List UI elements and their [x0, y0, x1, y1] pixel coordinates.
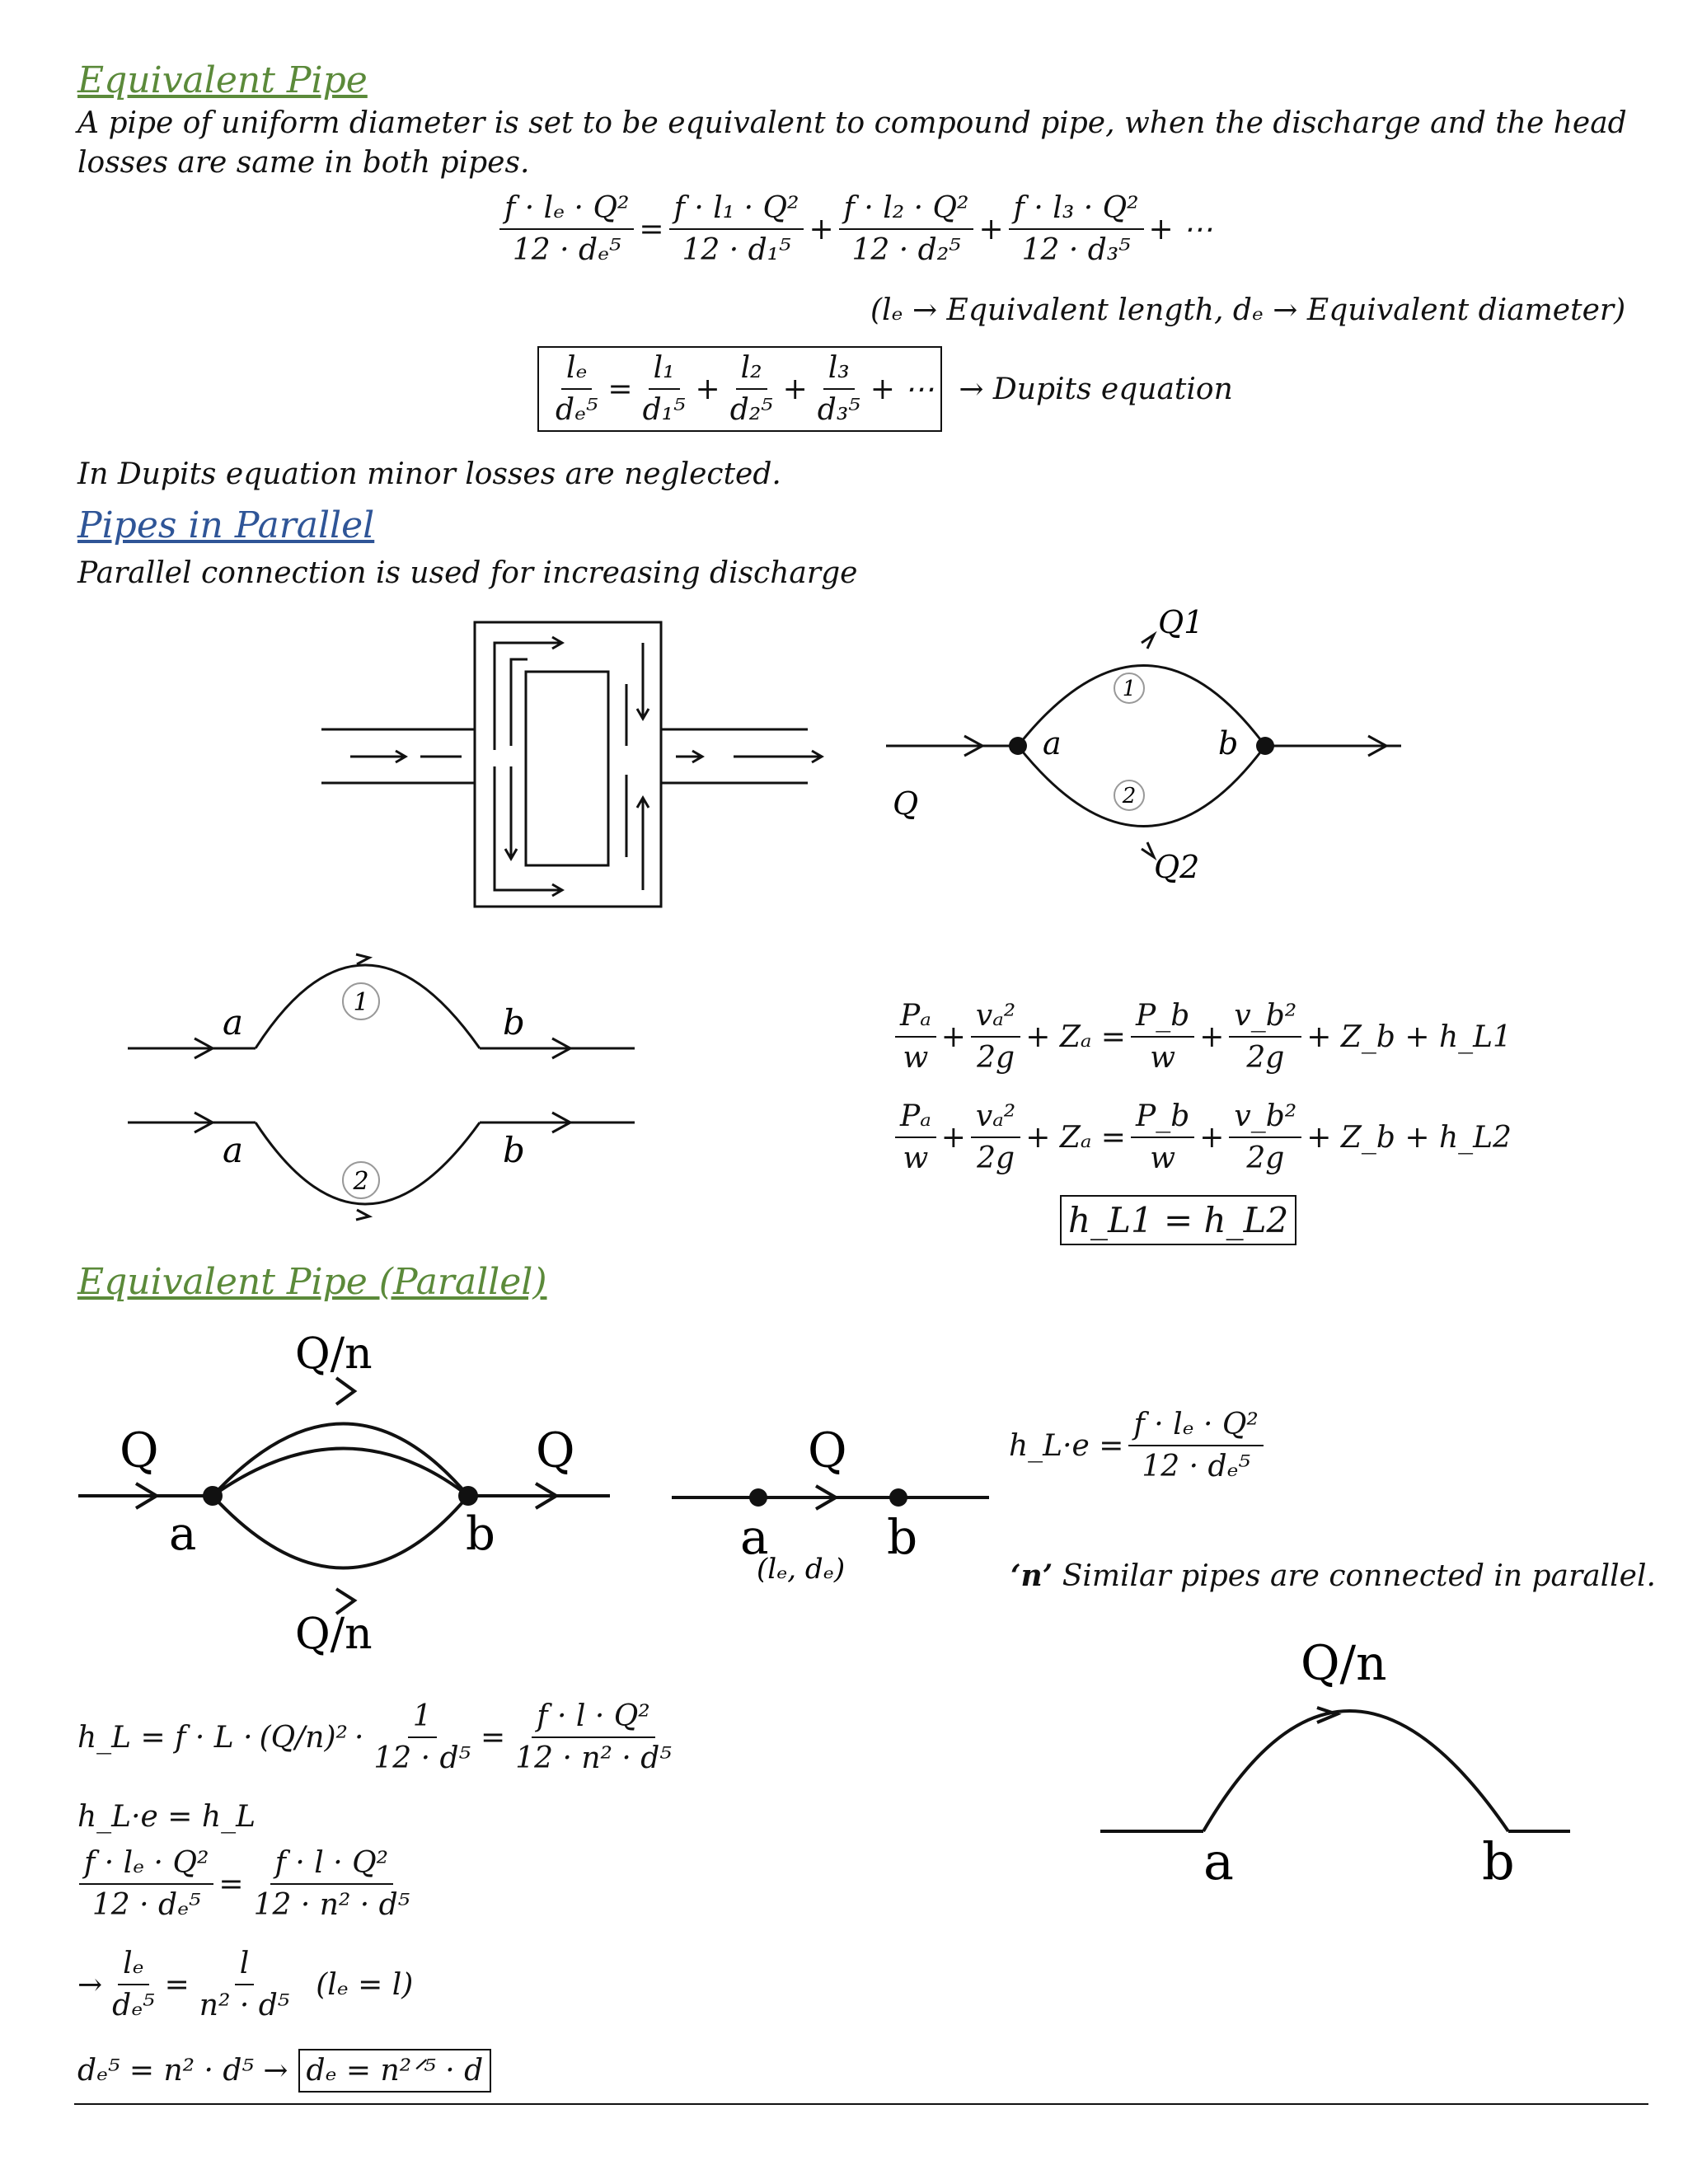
n-note-text: Similar pipes are connected in parallel.: [1053, 1559, 1656, 1593]
parallel-flow-box-diagram: [313, 610, 841, 931]
step4-rnum: l: [235, 1947, 255, 1985]
bern2-Pb: P_b: [1131, 1099, 1194, 1138]
heading-equivalent-pipe: Equivalent Pipe: [77, 59, 368, 101]
hle-equals-hl: h_L·e = h_L: [77, 1800, 256, 1834]
eq1-t3-den: 12 · d₃⁵: [1021, 233, 1131, 267]
heading-pipes-in-parallel: Pipes in Parallel: [77, 504, 375, 546]
final-box: dₑ = n²ᐟ⁵ · d: [298, 2049, 492, 2093]
hle-num: f · lₑ · Q²: [1128, 1408, 1263, 1446]
hl-dot: ·: [354, 1720, 364, 1755]
bern2-tail: + Z_b + h_L2: [1306, 1120, 1512, 1155]
equivalent-pipe-equation: $\frac{\text{f · lₑ · Q²}}{\text{12 · dₑ⁵}}$ = $\frac{\text{f · l₁ · Q²}}{\text{12 · d₁⁵}}$ + $\frac{\text{f · l₂ · Q²}}{\text{12 · d₂⁵}}$ + $\frac{\text{f · l₃ · Q²}}{\text{12 · d₃⁵}}$ + ⋯: [495, 191, 1212, 267]
bern2-Za: + Zₐ =: [1025, 1120, 1126, 1155]
hl-d5: 12 · d⁵: [373, 1741, 471, 1775]
final-equation: [77, 2049, 491, 2093]
eq1-t1-num: f · l₁ · Q²: [669, 191, 804, 230]
dup-t3-den: d₃⁵: [817, 393, 860, 427]
head-loss-equal-box: h_L1 = h_L2: [1060, 1195, 1296, 1245]
step4-rden: n² · d⁵: [199, 1989, 290, 2022]
label-b-bottom: b: [503, 1130, 525, 1170]
label-Q: Q: [893, 785, 919, 822]
hl-lhs: h_L = f · L ·: [77, 1720, 253, 1755]
label-a-np: a: [169, 1507, 197, 1561]
bern1-2g: 2g: [977, 1041, 1015, 1075]
bern1-Pa: Pₐ: [895, 999, 936, 1038]
dup-t2-den: d₂⁵: [729, 393, 773, 427]
eq1-t2-den: 12 · d₂⁵: [851, 233, 961, 267]
pipes-parallel-intro: Parallel connection is used for increasing discharge: [77, 556, 858, 590]
bern2-w: w: [903, 1141, 929, 1175]
label-b-eq: b: [887, 1509, 918, 1565]
label-branch-2-sep: 2: [353, 1167, 369, 1196]
hl-den2: 12 · n² · d⁵: [515, 1741, 672, 1775]
heading-equivalent-pipe-parallel: Equivalent Pipe (Parallel): [77, 1261, 547, 1303]
bern1-2g2: 2g: [1246, 1041, 1285, 1075]
hl-num2: f · l · Q²: [532, 1699, 654, 1738]
dupits-label: → Dupits equation: [959, 372, 1233, 406]
step4-arrow: →: [77, 1967, 103, 2002]
n-parallel-pipes-diagram: [74, 1319, 635, 1665]
hl-paren: (Q/n)²: [259, 1720, 348, 1755]
separate-branches-diagram: [124, 940, 651, 1244]
hle-lhs: h_L·e =: [1009, 1428, 1124, 1463]
bern2-va: vₐ²: [971, 1099, 1020, 1138]
eq1-t1-den: 12 · d₁⁵: [682, 233, 791, 267]
step3-lhs-den: 12 · dₑ⁵: [91, 1888, 201, 1922]
n-bold: ‘n’: [1010, 1558, 1053, 1593]
step3-equation: $\frac{\text{f · lₑ · Q²}}{\text{12 · dₑ⁵}}$ = $\frac{\text{f · l · Q²}}{\text{12 · n² · d⁵}}$: [74, 1846, 420, 1922]
label-branch-1: 1: [1122, 677, 1137, 701]
bern1-w: w: [903, 1041, 929, 1075]
head-loss-derivation: h_L = f · L · (Q/n)² · $\frac{1}{\text{12 · d⁵}}$ = $\frac{\text{f · l · Q²}}{\text{12 · n² · d⁵}}$: [77, 1699, 682, 1775]
equivalent-definitions: (lₑ → Equivalent length, dₑ → Equivalent diameter): [870, 293, 1626, 327]
label-le-de: (lₑ, dₑ): [757, 1553, 846, 1586]
label-branch-1-sep: 1: [353, 988, 369, 1017]
equivalent-single-pipe-diagram: [668, 1418, 1006, 1607]
step3-rhs-num: f · l · Q²: [270, 1846, 393, 1885]
eq1-t3-num: f · l₃ · Q²: [1009, 191, 1144, 230]
step3-rhs-den: 12 · n² · d⁵: [253, 1888, 410, 1922]
label-Q-right: Q: [536, 1422, 575, 1479]
eq1-t2-num: f · l₂ · Q²: [839, 191, 974, 230]
hl-one: 1: [408, 1699, 437, 1738]
step4-note: (lₑ = l): [316, 1967, 414, 2002]
dupits-box: $\frac{\text{lₑ}}{\text{dₑ⁵}}$ = $\frac{\text{l₁}}{\text{d₁⁵}}$ + $\frac{\text{l₂}}{\text{d₂⁵}}$ + $\frac{\text{l₃}}{\text{d₃⁵}}$ + ⋯: [537, 346, 942, 432]
bern1-vb: v_b²: [1229, 999, 1301, 1038]
label-a-eq: a: [740, 1509, 769, 1565]
dup-lhs-den: dₑ⁵: [556, 393, 598, 427]
eq1-lhs-den: 12 · dₑ⁵: [512, 233, 621, 267]
final-lhs: dₑ⁵ = n² · d⁵ →: [77, 2054, 288, 2088]
step4-equation: → $\frac{\text{lₑ}}{\text{dₑ⁵}}$ = $\frac{l}{\text{n² · d⁵}}$ (lₑ = l): [77, 1947, 414, 2022]
label-Q-eq: Q: [808, 1422, 847, 1479]
label-Q1: Q1: [1158, 604, 1204, 640]
bern1-va: vₐ²: [971, 999, 1020, 1038]
dupits-equation: [537, 346, 1233, 432]
bern2-w2: w: [1150, 1141, 1176, 1175]
single-branch-arc-diagram: [1096, 1640, 1591, 1896]
head-loss-equivalent-equation: [1009, 1408, 1268, 1483]
step4-num: lₑ: [118, 1947, 148, 1985]
bern2-Pa: Pₐ: [895, 1099, 936, 1138]
bern2-2g2: 2g: [1246, 1141, 1285, 1175]
bern1-Pb: P_b: [1131, 999, 1194, 1038]
dup-t3-num: l₃: [823, 351, 855, 390]
dup-t1-num: l₁: [649, 351, 680, 390]
label-b: b: [1218, 725, 1239, 762]
dup-t1-den: d₁⁵: [642, 393, 686, 427]
label-b-np: b: [466, 1507, 495, 1561]
dup-t2-num: l₂: [736, 351, 767, 390]
bottom-rule: [74, 2103, 1648, 2105]
equivalent-pipe-intro: A pipe of uniform diameter is set to be equivalent to compound pipe, when the discharge and the head losses are same in both pipes.: [77, 106, 1627, 180]
bernoulli-equation-1: $\frac{\text{Pₐ}}{w}$ + $\frac{\text{vₐ²}}{2g}$ + Zₐ = $\frac{P\_b}{w}$ + $\frac{\text{v\_b²}}{2g}$ + Z_b + h_L1: [890, 999, 1512, 1075]
n-similar-pipes-note: [1010, 1556, 1656, 1596]
hle-den: 12 · dₑ⁵: [1142, 1450, 1250, 1483]
label-Qn-top: Q/n: [295, 1329, 373, 1379]
label-a: a: [1043, 725, 1062, 762]
label-a-top: a: [223, 1002, 244, 1043]
bern2-vb: v_b²: [1229, 1099, 1301, 1138]
bern1-tail: + Z_b + h_L1: [1306, 1019, 1512, 1054]
label-b-arc: b: [1482, 1831, 1515, 1891]
label-Qn-bottom: Q/n: [295, 1610, 373, 1659]
label-Q2: Q2: [1154, 849, 1200, 885]
dupits-note: In Dupits equation minor losses are neglected.: [77, 457, 781, 491]
label-Qn-arc: Q/n: [1301, 1640, 1387, 1691]
label-a-bottom: a: [223, 1130, 244, 1170]
label-branch-2: 2: [1122, 784, 1137, 808]
parallel-loop-diagram: [882, 602, 1418, 898]
bern1-w2: w: [1150, 1041, 1176, 1075]
label-b-top: b: [503, 1002, 525, 1043]
bern1-Za: + Zₐ =: [1025, 1019, 1126, 1054]
step4-den: dₑ⁵: [112, 1989, 155, 2022]
label-Q-left: Q: [120, 1422, 159, 1479]
bern2-2g: 2g: [977, 1141, 1015, 1175]
step3-lhs-num: f · lₑ · Q²: [79, 1846, 213, 1885]
eq1-lhs-num: f · lₑ · Q²: [499, 191, 634, 230]
bernoulli-equation-2: $\frac{\text{Pₐ}}{w}$ + $\frac{\text{vₐ²}}{2g}$ + Zₐ = $\frac{P\_b}{w}$ + $\frac{\text{v\_b²}}{2g}$ + Z_b + h_L2: [890, 1099, 1512, 1175]
label-a-arc: a: [1203, 1831, 1234, 1891]
dup-lhs-num: lₑ: [561, 351, 592, 390]
